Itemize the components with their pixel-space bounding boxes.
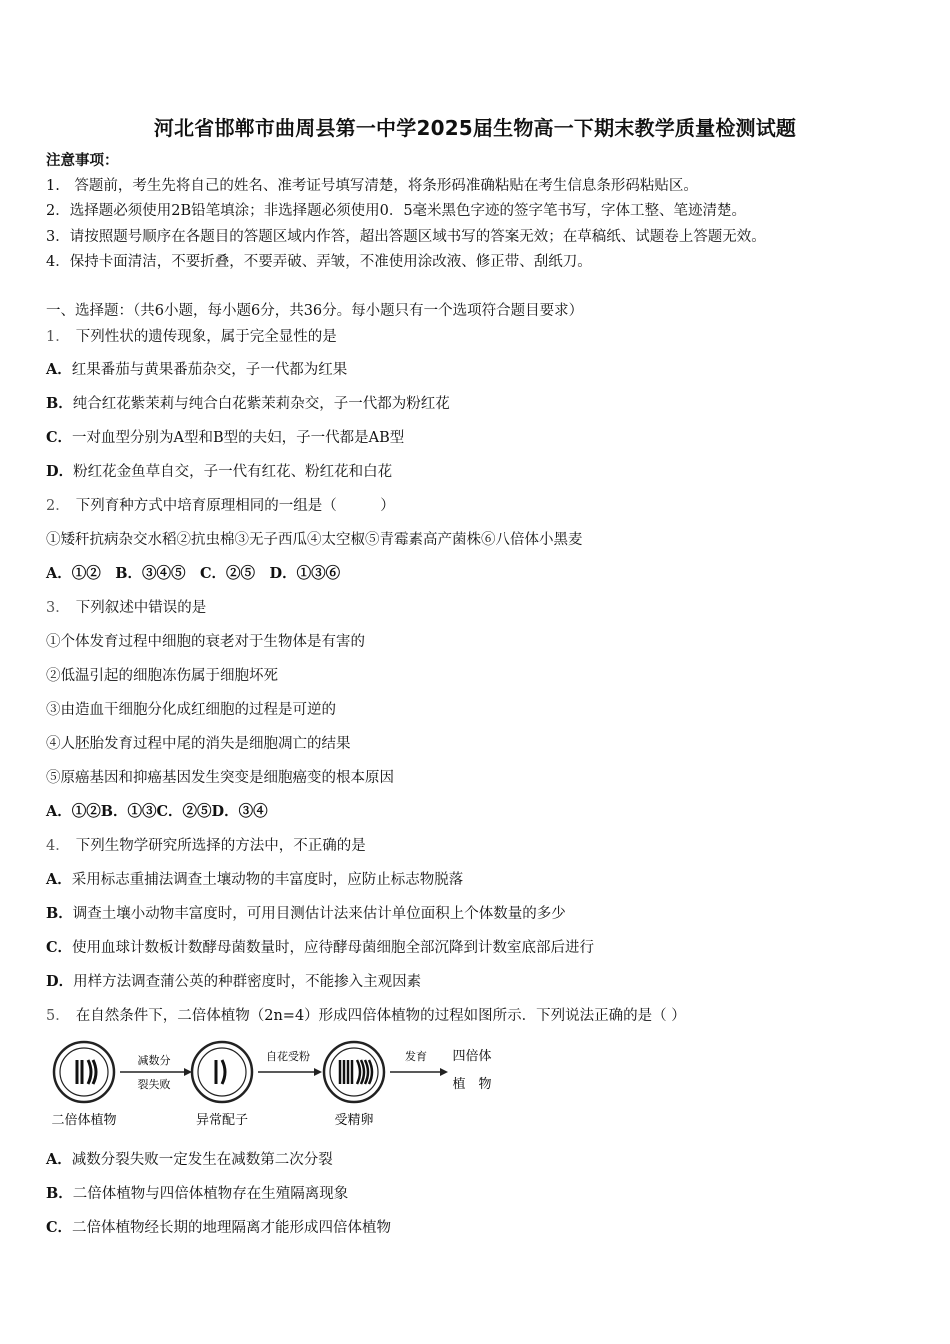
question-number: 4． [46, 838, 70, 854]
question-1 [46, 328, 337, 346]
q4-option-c [46, 939, 594, 957]
option-text: 减数分裂失败一定发生在减数第二次分裂 [71, 1152, 333, 1168]
q1-option-d [46, 463, 392, 481]
q3-item: ①个体发育过程中细胞的衰老对于生物体是有害的 [46, 634, 365, 650]
option-text: 用样方法调查蒲公英的种群密度时，不能掺入主观因素 [73, 974, 422, 990]
arrow-head-icon [314, 1068, 322, 1076]
q2-options: A．①② B．③④⑤ C．②⑤ D．①③⑥ [46, 565, 341, 582]
arrow2-label: 自花受粉 [266, 1050, 310, 1063]
option-label: C． [46, 1219, 73, 1236]
question-stem: 下列叙述中错误的是 [75, 600, 207, 616]
option-label: A． [46, 871, 72, 888]
q1-option-c [46, 429, 404, 447]
diploid-cell-icon [54, 1042, 114, 1102]
q4-option-d [46, 973, 421, 991]
question-stem: 下列育种方式中培育原理相同的一组是（ ） [75, 498, 395, 514]
q1-option-a [46, 361, 347, 379]
option-label: A． [46, 1151, 72, 1168]
question-stem: 下列性状的遗传现象，属于完全显性的是 [75, 329, 337, 345]
question-4 [46, 837, 366, 855]
question-stem: 在自然条件下，二倍体植物（2n=4）形成四倍体植物的过程如图所示．下列说法正确的是（ ） [75, 1008, 686, 1024]
option-text: 纯合红花紫茉莉与纯合白花紫茉莉杂交，子一代都为粉红花 [72, 396, 450, 412]
option-text: 红果番茄与黄果番茄杂交，子一代都为红果 [71, 362, 348, 378]
question-number: 3． [46, 600, 70, 616]
option-text: 粉红花金鱼草自交，子一代有红花、粉红花和白花 [73, 464, 393, 480]
q3-options: A．①②B．①③C．②⑤D．③④ [46, 803, 268, 820]
option-label: C． [46, 939, 73, 956]
q3-item: ④人胚胎发育过程中尾的消失是细胞凋亡的结果 [46, 736, 351, 752]
question-number: 1． [46, 329, 70, 345]
option-text: 二倍体植物经长期的地理隔离才能形成四倍体植物 [72, 1220, 392, 1236]
diploid-label: 二倍体植物 [51, 1113, 117, 1128]
question-number: 2． [46, 498, 70, 514]
q4-option-b [46, 905, 566, 923]
polyploid-process-figure [44, 1038, 514, 1134]
q5-option-a [46, 1151, 333, 1169]
notice-item: 4．保持卡面清洁，不要折叠，不要弄破、弄皱，不准使用涂改液、修正带、刮纸刀。 [46, 254, 592, 270]
tetraploid-label-2: 植 物 [452, 1077, 492, 1092]
page-title: 河北省邯郸市曲周县第一中学2025届生物高一下期末教学质量检测试题 [153, 116, 797, 140]
question-3 [46, 599, 206, 617]
gamete-label: 异常配子 [195, 1113, 249, 1128]
arrow1-label-top: 减数分 [137, 1054, 171, 1067]
option-text: 采用标志重捕法调查土壤动物的丰富度时，应防止标志物脱落 [71, 872, 464, 888]
option-label: B． [46, 395, 73, 412]
q3-item: ③由造血干细胞分化成红细胞的过程是可逆的 [46, 702, 336, 718]
notice-item: 2．选择题必须使用2B铅笔填涂；非选择题必须使用0．5毫米黑色字迹的签字笔书写，字体工整、笔迹清楚。 [46, 203, 747, 219]
q3-item: ⑤原癌基因和抑癌基因发生突变是细胞癌变的根本原因 [46, 770, 394, 786]
q3-item: ②低温引起的细胞冻伤属于细胞坏死 [46, 668, 278, 684]
option-text: 使用血球计数板计数酵母菌数量时，应待酵母菌细胞全部沉降到计数室底部后进行 [72, 940, 595, 956]
notice-item: 1. 答题前，考生先将自己的姓名、准考证号填写清楚，将条形码准确粘贴在考生信息条形码粘贴区。 [46, 178, 698, 194]
arrow3-label: 发育 [405, 1050, 427, 1063]
question-stem: 下列生物学研究所选择的方法中，不正确的是 [75, 838, 366, 854]
zygote-cell-icon [324, 1042, 384, 1102]
q5-option-b [46, 1185, 348, 1203]
question-number: 5． [46, 1008, 70, 1024]
option-label: D． [46, 463, 74, 480]
option-label: B． [46, 905, 73, 922]
option-text: 二倍体植物与四倍体植物存在生殖隔离现象 [72, 1186, 349, 1202]
section-heading: 一、选择题：（共6小题，每小题6分，共36分。每小题只有一个选项符合题目要求） [46, 303, 584, 319]
option-label: B． [46, 1185, 73, 1202]
option-text: 调查土壤小动物丰富度时，可用目测估计法来估计单位面积上个体数量的多少 [72, 906, 566, 922]
arrow1-label-bottom: 裂失败 [137, 1078, 171, 1091]
zygote-label: 受精卵 [334, 1113, 374, 1128]
option-label: A． [46, 361, 72, 378]
q2-items: ①矮秆抗病杂交水稻②抗虫棉③无子西瓜④太空椒⑤青霉素高产菌株⑥八倍体小黑麦 [46, 532, 583, 548]
notice-heading: 注意事项： [46, 152, 119, 169]
arrow-head-icon [440, 1068, 448, 1076]
notice-item: 3．请按照题号顺序在各题目的答题区域内作答，超出答题区域书写的答案无效；在草稿纸、试题卷上答题无效。 [46, 229, 766, 245]
question-2 [46, 497, 395, 515]
question-5 [46, 1007, 686, 1025]
q5-option-c [46, 1219, 391, 1237]
option-label: D． [46, 973, 74, 990]
option-label: C． [46, 429, 73, 446]
abnormal-gamete-icon [192, 1042, 252, 1102]
q1-option-b [46, 395, 450, 413]
tetraploid-label-1: 四倍体 [452, 1049, 492, 1064]
option-text: 一对血型分别为A型和B型的夫妇，子一代都是AB型 [72, 430, 405, 446]
q4-option-a [46, 871, 463, 889]
